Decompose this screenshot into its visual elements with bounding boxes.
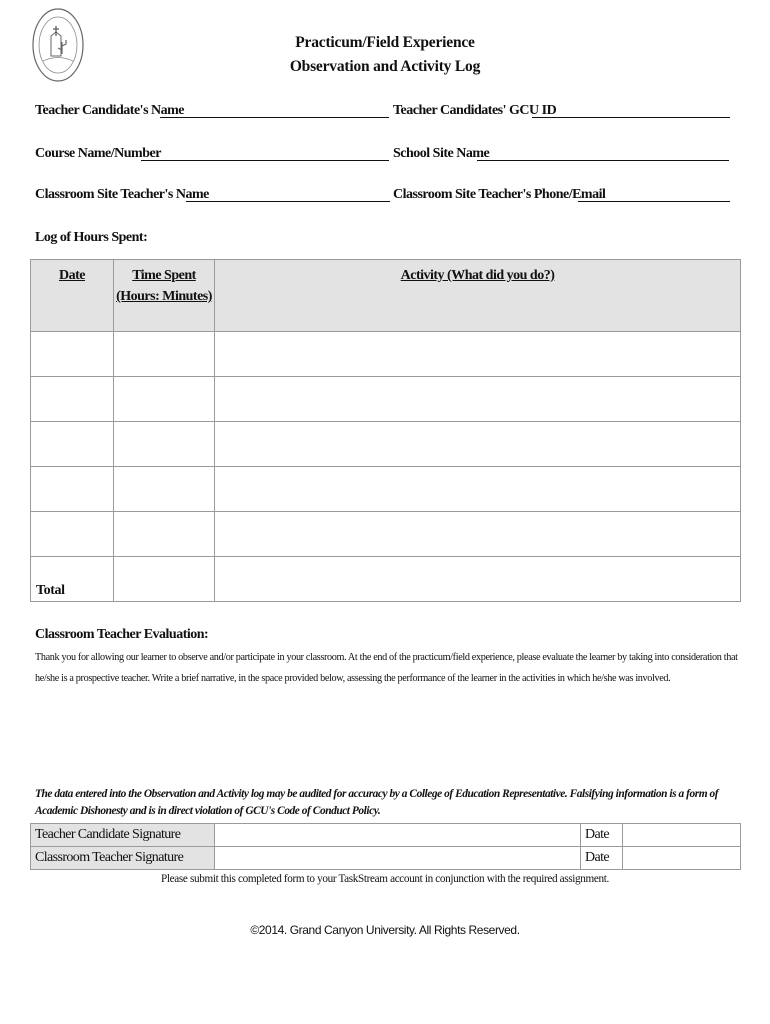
candidate-name-label: Teacher Candidate's Name (35, 103, 184, 118)
date-column-header: Date (31, 260, 114, 332)
activity-cell[interactable] (215, 377, 741, 422)
site-teacher-field[interactable] (186, 201, 390, 202)
total-label: Total (36, 583, 65, 598)
time-column-header: Time Spent (Hours: Minutes) (114, 260, 215, 332)
hours-log-table (30, 259, 741, 602)
signature-table (30, 823, 741, 870)
total-label-cell (31, 557, 114, 602)
candidate-date-field[interactable] (623, 824, 741, 847)
school-label: School Site Name (393, 146, 490, 161)
time-cell[interactable] (114, 332, 215, 377)
table-row (31, 377, 741, 422)
candidate-signature-row (31, 824, 741, 847)
table-row (31, 422, 741, 467)
activity-cell[interactable] (215, 332, 741, 377)
candidate-date-label: Date (581, 824, 623, 847)
activity-cell[interactable] (215, 422, 741, 467)
table-header-row (31, 260, 741, 332)
evaluation-instructions: Thank you for allowing our learner to observe and/or participate in your classroom. At the end of the practicum/field experience, please evaluate the learner by taking into consideration that he/she is a prospective teacher. Write a brief narrative, in the space provided below, assessing the performance of the learner in the activities in which he/she was involved. (35, 652, 738, 684)
submit-instructions: Please submit this completed form to your TaskStream account in conjunction with the required assignment. (161, 873, 609, 885)
teacher-signature-label: Classroom Teacher Signature (31, 847, 215, 870)
table-row (31, 512, 741, 557)
time-cell[interactable] (114, 377, 215, 422)
course-field[interactable] (141, 160, 389, 161)
candidate-signature-label: Teacher Candidate Signature (31, 824, 215, 847)
candidate-id-label: Teacher Candidates' GCU ID (393, 103, 557, 118)
total-activity-cell[interactable] (215, 557, 741, 602)
copyright-notice: ©2014. Grand Canyon University. All Rights Reserved. (250, 923, 520, 937)
total-row (31, 557, 741, 602)
candidate-signature-field[interactable] (215, 824, 581, 847)
teacher-signature-row (31, 847, 741, 870)
time-cell[interactable] (114, 467, 215, 512)
date-cell[interactable] (31, 377, 114, 422)
activity-column-header: Activity (What did you do?) (215, 260, 741, 332)
evaluation-heading: Classroom Teacher Evaluation: (35, 627, 209, 642)
teacher-date-label: Date (581, 847, 623, 870)
date-cell[interactable] (31, 512, 114, 557)
activity-cell[interactable] (215, 512, 741, 557)
date-cell[interactable] (31, 332, 114, 377)
table-row (31, 467, 741, 512)
total-time-cell[interactable] (114, 557, 215, 602)
form-subtitle: Observation and Activity Log (289, 58, 481, 75)
time-cell[interactable] (114, 422, 215, 467)
audit-notice: The data entered into the Observation and Activity log may be audited for accuracy by a College of Education Representative. Falsifying information is a form of Academic Dishonesty and is in direct violation of GCU's Code of Conduct Policy. (35, 788, 719, 817)
date-cell[interactable] (31, 467, 114, 512)
site-teacher-contact-label: Classroom Site Teacher's Phone/Email (393, 187, 606, 202)
site-teacher-contact-field[interactable] (578, 201, 730, 202)
school-field[interactable] (477, 160, 729, 161)
course-label: Course Name/Number (35, 146, 161, 161)
log-heading: Log of Hours Spent: (35, 230, 148, 245)
candidate-id-field[interactable] (532, 117, 730, 118)
activity-cell[interactable] (215, 467, 741, 512)
time-cell[interactable] (114, 512, 215, 557)
teacher-date-field[interactable] (623, 847, 741, 870)
candidate-name-field[interactable] (160, 117, 389, 118)
date-cell[interactable] (31, 422, 114, 467)
table-row (31, 332, 741, 377)
teacher-signature-field[interactable] (215, 847, 581, 870)
site-teacher-label: Classroom Site Teacher's Name (35, 187, 209, 202)
form-title: Practicum/Field Experience (295, 34, 475, 51)
